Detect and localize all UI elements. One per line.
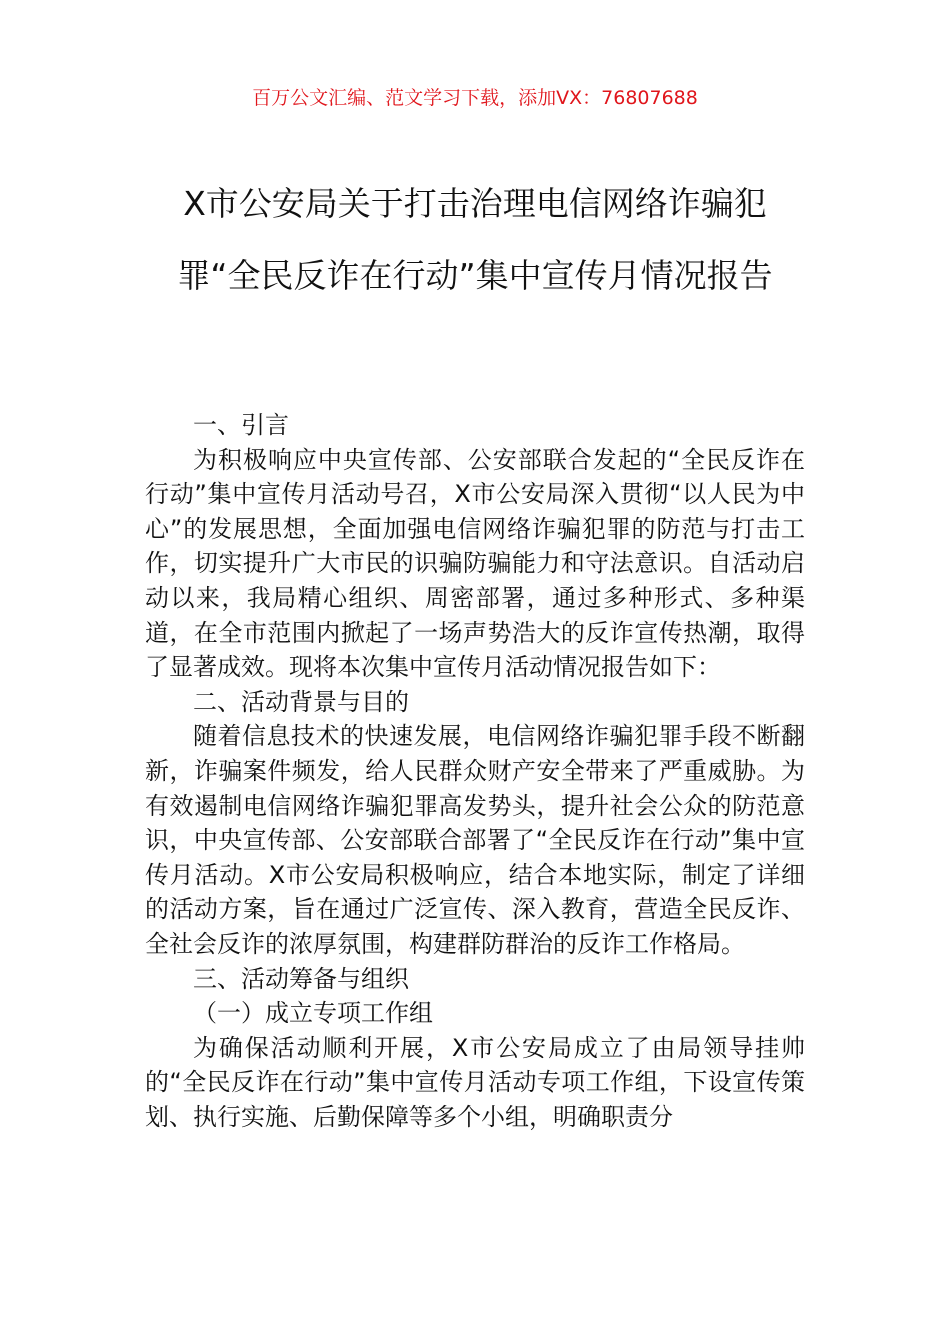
section-heading-organization: 三、活动筹备与组织	[193, 964, 409, 993]
section-heading-intro: 一、引言	[193, 411, 289, 439]
paragraph-working-group: 为确保活动顺利开展，X市公安局成立了由局领导挂帅的“全民反诈在行动”集中宣传月活动专项工作组，下设宣传策划、执行实施、后勤保障等多个小组，明确职责分	[145, 1033, 805, 1131]
paragraph-background: 随着信息技术的快速发展，电信网络诈骗犯罪手段不断翻新，诈骗案件频发，给人民群众财产安全带来了严重威胁。为有效遏制电信网络诈骗犯罪高发势头，提升社会公众的防范意识，中央宣传部、公安部联合部署了“全民反诈在行动”集中宣传月活动。X市公安局积极响应，结合本地实际，制定了详细的活动方案，旨在通过广泛宣传、深入教育，营造全民反诈、全社会反诈的浓厚氛围，构建群防群治的反诈工作格局。	[145, 722, 805, 958]
document-title: X市公安局关于打击治理电信网络诈骗犯罪“全民反诈在行动”集中宣传月情况报告	[177, 184, 773, 295]
section-heading-background: 二、活动背景与目的	[193, 687, 409, 716]
subheading-working-group: （一）成立专项工作组	[193, 999, 433, 1028]
document-body	[145, 408, 805, 1134]
header-watermark-note: 百万公文汇编、范文学习下载，添加VX：76807688	[252, 87, 698, 109]
paragraph-intro: 为积极响应中央宣传部、公安部联合发起的“全民反诈在行动”集中宣传月活动号召，X市公安局深入贯彻“以人民为中心”的发展思想，全面加强电信网络诈骗犯罪的防范与打击工作，切实提升广大市民的识骗防骗能力和守法意识。自活动启动以来，我局精心组织、周密部署，通过多种形式、多种渠道，在全市范围内掀起了一场声势浩大的反诈宣传热潮，取得了显著成效。现将本次集中宣传月活动情况报告如下：	[145, 445, 805, 682]
